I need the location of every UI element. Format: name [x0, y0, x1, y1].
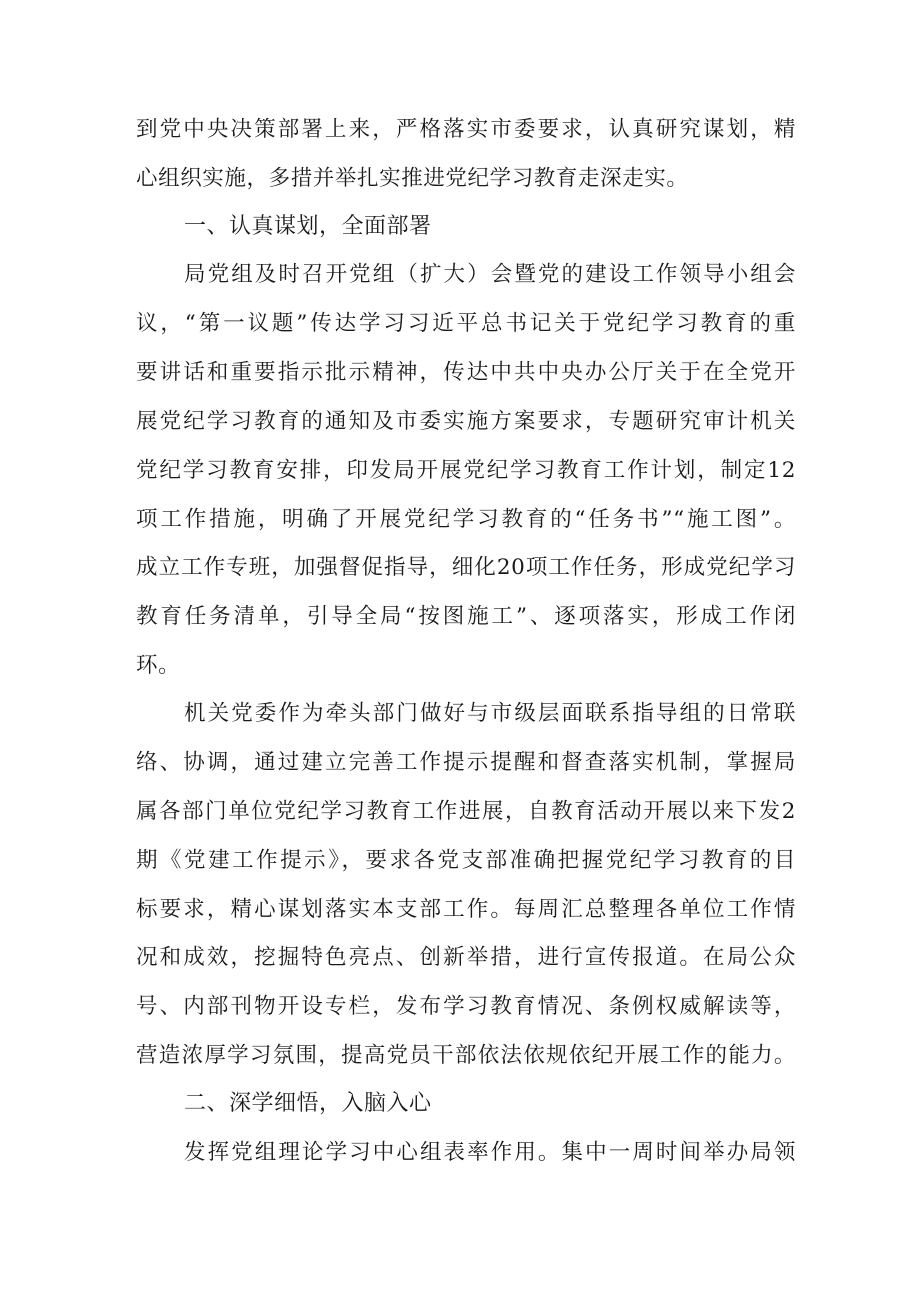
paragraph-line: 标要求，精心谋划落实本支部工作。每周汇总整理各单位工作情	[136, 897, 796, 922]
paragraph-line: 成立工作专班，加强督促指导，细化20项工作任务，形成党纪学习	[136, 555, 796, 580]
paragraph-line: 况和成效，挖掘特色亮点、创新举措，进行宣传报道。在局公众	[136, 945, 796, 970]
paragraph-line: 营造浓厚学习氛围，提高党员干部依法依规依纪开展工作的能力。	[136, 1043, 796, 1068]
paragraph-line: 议，“第一议题”传达学习习近平总书记关于党纪学习教育的重	[136, 311, 796, 336]
paragraph-line: 项工作措施，明确了开展党纪学习教育的“任务书”“施工图”。	[136, 507, 796, 532]
paragraph-line: 机关党委作为牵头部门做好与市级层面联系指导组的日常联	[184, 701, 796, 726]
paragraph-line: 环。	[136, 653, 181, 678]
paragraph-line: 发挥党组理论学习中心组表率作用。集中一周时间举办局领	[184, 1140, 796, 1165]
paragraph-line: 党纪学习教育安排，印发局开展党纪学习教育工作计划，制定12	[136, 458, 796, 483]
paragraph-line: 局党组及时召开党组（扩大）会暨党的建设工作领导小组会	[184, 262, 796, 287]
paragraph-line: 号、内部刊物开设专栏，发布学习教育情况、条例权威解读等，	[136, 994, 796, 1019]
paragraph-line: 期《党建工作提示》，要求各党支部准确把握党纪学习教育的目	[136, 848, 796, 873]
paragraph-line: 展党纪学习教育的通知及市委实施方案要求，专题研究审计机关	[136, 409, 796, 434]
section-heading-1: 一、认真谋划，全面部署	[184, 214, 432, 239]
paragraph-line: 教育任务清单，引导全局“按图施工”、逐项落实，形成工作闭	[136, 604, 796, 629]
section-heading-2: 二、深学细悟，入脑入心	[184, 1091, 432, 1116]
paragraph-line: 心组织实施，多措并举扎实推进党纪学习教育走深走实。	[136, 166, 689, 191]
paragraph-line: 属各部门单位党纪学习教育工作进展，自教育活动开展以来下发2	[136, 799, 796, 824]
paragraph-line: 要讲话和重要指示批示精神，传达中共中央办公厅关于在全党开	[136, 360, 796, 385]
paragraph-line: 络、协调，通过建立完善工作提示提醒和督查落实机制，掌握局	[136, 750, 796, 775]
paragraph-line: 到党中央决策部署上来，严格落实市委要求，认真研究谋划，精	[136, 117, 796, 142]
